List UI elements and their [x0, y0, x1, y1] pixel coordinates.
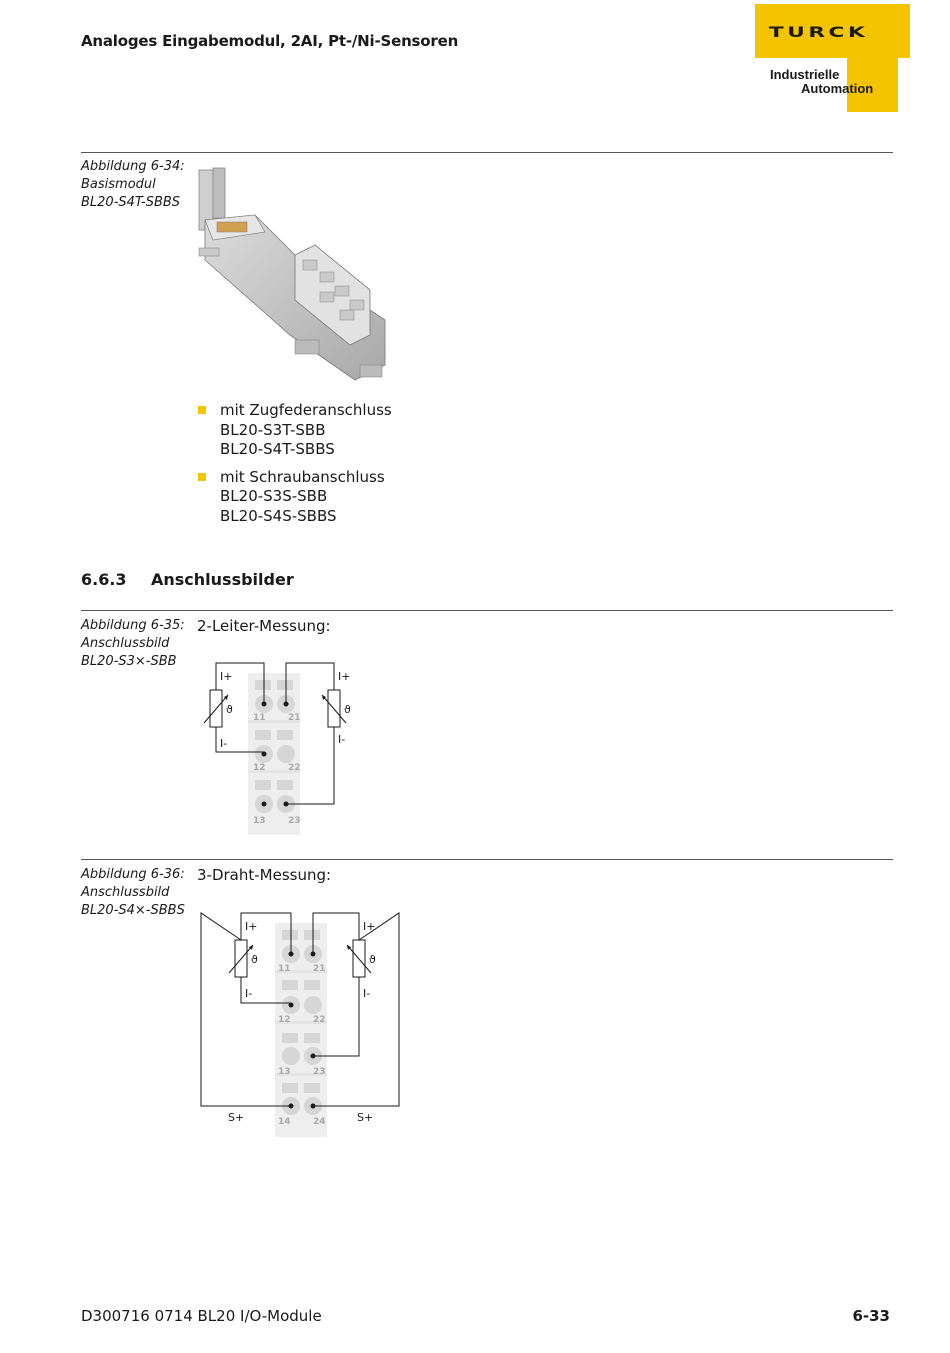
- figure-36-caption: [81, 866, 185, 920]
- i-plus-label: I+: [245, 920, 258, 933]
- bullet-square-icon: [198, 473, 206, 481]
- i-plus-label: I+: [363, 920, 376, 933]
- figure-35-caption-line: Abbildung 6-35:: [81, 618, 185, 633]
- i-plus-label: I+: [338, 670, 351, 683]
- bullet-square-icon: [198, 406, 206, 414]
- i-minus-label: I-: [220, 737, 228, 750]
- theta-label: ϑ: [369, 953, 376, 966]
- footer-page-number: 6-33: [852, 1307, 890, 1325]
- terminal-label: 22: [313, 1015, 326, 1025]
- terminal-label: 23: [288, 816, 301, 826]
- base-module-image: [195, 160, 395, 395]
- list-item-line: BL20-S4S-SBBS: [220, 506, 337, 525]
- figure-35-title: 2-Leiter-Messung:: [197, 617, 331, 635]
- logo-line2: Automation: [801, 81, 874, 96]
- page-header-title: Analoges Eingabemodul, 2AI, Pt-/Ni-Sensoren: [81, 32, 459, 50]
- s-plus-label: S+: [228, 1111, 245, 1124]
- list-item-line: mit Schraubanschluss: [220, 467, 385, 486]
- theta-label: ϑ: [251, 953, 258, 966]
- footer-document-id: D300716 0714 BL20 I/O-Module: [81, 1307, 322, 1325]
- section-title: Anschlussbilder: [151, 570, 294, 589]
- terminal-label: 24: [313, 1117, 326, 1127]
- i-minus-label: I-: [338, 733, 346, 746]
- section-number: 6.6.3: [81, 570, 127, 589]
- terminal-label: 11: [253, 713, 266, 723]
- rule-figure-35: [81, 610, 893, 611]
- list-item-line: BL20-S4T-SBBS: [220, 440, 335, 458]
- logo-brand: TURCK: [768, 24, 869, 41]
- terminal-label: 12: [278, 1015, 291, 1025]
- rule-top: [81, 152, 893, 153]
- list-item-line: mit Zugfederanschluss: [220, 401, 392, 419]
- terminal-label: 22: [288, 763, 301, 773]
- terminal-label: 14: [278, 1117, 291, 1127]
- module-variant-list: [198, 401, 392, 534]
- figure-35-caption-line: Anschlussbild: [81, 636, 170, 651]
- theta-label: ϑ: [226, 703, 233, 716]
- s-plus-label: S+: [357, 1111, 374, 1124]
- i-plus-label: I+: [220, 670, 233, 683]
- wiring-diagram-3-wire: [195, 905, 410, 1145]
- terminal-label: 23: [313, 1067, 326, 1077]
- figure-34-caption-line: Abbildung 6-34:: [81, 159, 185, 174]
- rule-figure-36: [81, 859, 893, 860]
- theta-label: ϑ: [344, 703, 351, 716]
- list-item-line: BL20-S3S-SBB: [220, 487, 328, 505]
- figure-35-caption: [81, 617, 185, 671]
- i-minus-label: I-: [363, 987, 371, 1000]
- figure-36-title: 3-Draht-Messung:: [197, 866, 332, 884]
- figure-36-caption-line: Abbildung 6-36:: [81, 867, 185, 882]
- terminal-label: 13: [253, 816, 266, 826]
- terminal-label: 11: [278, 964, 291, 974]
- list-item: [198, 468, 392, 527]
- terminal-label: 21: [288, 713, 301, 723]
- section-heading: [81, 570, 294, 589]
- logo-line1: Industrielle: [770, 67, 840, 82]
- figure-34-caption: [81, 158, 185, 212]
- list-item-line: BL20-S3T-SBB: [220, 420, 326, 439]
- terminal-label: 21: [313, 964, 326, 974]
- i-minus-label: I-: [245, 987, 253, 1000]
- figure-35-caption-line: BL20-S3×-SBB: [81, 654, 177, 669]
- figure-36-caption-line: Anschlussbild: [81, 885, 170, 900]
- terminal-label: 12: [253, 763, 266, 773]
- figure-36-caption-line: BL20-S4×-SBBS: [81, 903, 185, 918]
- wiring-diagram-2-wire: [200, 655, 380, 845]
- figure-34-caption-line: Basismodul: [81, 177, 156, 192]
- turck-logo: [755, 4, 910, 112]
- terminal-label: 13: [278, 1067, 291, 1077]
- figure-34-caption-line: BL20-S4T-SBBS: [81, 195, 181, 210]
- list-item: [198, 401, 392, 460]
